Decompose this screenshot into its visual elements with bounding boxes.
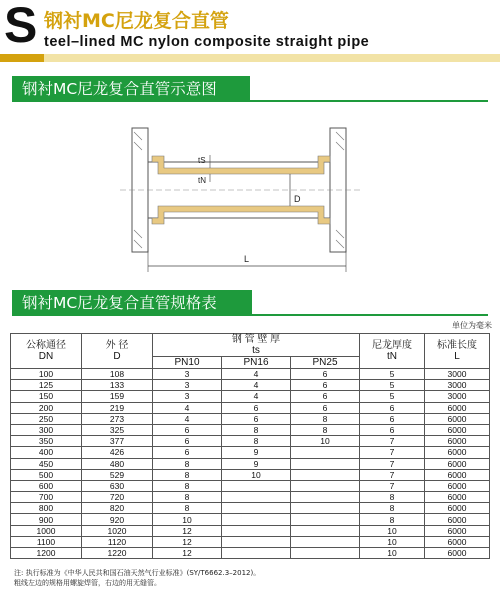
table-cell (222, 514, 291, 525)
table-cell: 8 (153, 503, 222, 514)
table-cell (291, 514, 360, 525)
table-cell: 1120 (82, 536, 153, 547)
table-cell: 6 (360, 402, 425, 413)
table-cell: 3000 (425, 380, 490, 391)
table-cell: 1220 (82, 548, 153, 559)
table-cell (222, 548, 291, 559)
table-cell: 6 (153, 436, 222, 447)
table-row (11, 391, 490, 402)
table-cell: 6000 (425, 458, 490, 469)
table-cell (291, 503, 360, 514)
unit-label: 单位为毫米 (452, 321, 492, 330)
table-cell: 12 (153, 525, 222, 536)
table-row (11, 469, 490, 480)
table-cell (291, 469, 360, 480)
table-cell: 4 (153, 413, 222, 424)
table-cell (291, 480, 360, 491)
table-cell (291, 525, 360, 536)
table-cell: 6 (153, 447, 222, 458)
table-cell: 8 (153, 469, 222, 480)
table-cell: 4 (222, 369, 291, 380)
table-cell: 150 (11, 391, 82, 402)
table-cell: 6000 (425, 402, 490, 413)
table-row (11, 503, 490, 514)
table-cell: 450 (11, 458, 82, 469)
table-cell: 10 (291, 436, 360, 447)
table-cell: 6 (360, 424, 425, 435)
table-cell: 6000 (425, 548, 490, 559)
table-cell: 3 (153, 369, 222, 380)
label-d: D (294, 194, 301, 204)
table-cell: 6000 (425, 469, 490, 480)
table-cell (291, 492, 360, 503)
table-cell: 700 (11, 492, 82, 503)
section-title-spec-table: 钢衬MC尼龙复合直管规格表 (12, 290, 252, 316)
table-cell: 5 (360, 380, 425, 391)
header-pn16: PN16 (222, 357, 291, 369)
table-cell: 6 (222, 402, 291, 413)
table-cell: 4 (222, 391, 291, 402)
table-cell: 8 (360, 503, 425, 514)
table-cell: 5 (360, 369, 425, 380)
table-cell: 6 (291, 380, 360, 391)
pipe-diagram (0, 110, 500, 290)
table-cell: 500 (11, 469, 82, 480)
table-cell: 8 (291, 413, 360, 424)
table-cell: 6000 (425, 447, 490, 458)
label-ts: tS (198, 156, 206, 165)
label-l: L (244, 254, 250, 264)
header-wall: 钢 管 壁 厚 ts (153, 334, 360, 357)
table-cell: 8 (153, 492, 222, 503)
table-row (11, 492, 490, 503)
table-cell (222, 503, 291, 514)
table-cell: 600 (11, 480, 82, 491)
table-cell: 8 (222, 424, 291, 435)
table-cell: 200 (11, 402, 82, 413)
table-cell: 6 (291, 369, 360, 380)
table-cell (222, 492, 291, 503)
header-pn10: PN10 (153, 357, 222, 369)
table-cell: 8 (153, 480, 222, 491)
table-cell: 9 (222, 458, 291, 469)
header-letter: S (4, 0, 38, 53)
table-row (11, 447, 490, 458)
table-row (11, 402, 490, 413)
header-length: 标准长度 L (425, 334, 490, 369)
spec-table (10, 333, 490, 559)
table-cell: 820 (82, 503, 153, 514)
section-divider (12, 314, 488, 316)
section-divider (12, 100, 488, 102)
table-cell: 100 (11, 369, 82, 380)
table-cell: 6000 (425, 536, 490, 547)
table-cell: 3000 (425, 391, 490, 402)
table-row (11, 424, 490, 435)
table-cell: 133 (82, 380, 153, 391)
table-cell: 630 (82, 480, 153, 491)
table-cell: 4 (153, 402, 222, 413)
table-cell: 6000 (425, 480, 490, 491)
table-cell: 6000 (425, 525, 490, 536)
table-cell: 1020 (82, 525, 153, 536)
table-cell: 6 (153, 424, 222, 435)
table-cell: 6000 (425, 413, 490, 424)
table-cell (291, 536, 360, 547)
table-cell (222, 536, 291, 547)
header-pn25: PN25 (291, 357, 360, 369)
table-cell: 4 (222, 380, 291, 391)
nylon-lining-bottom (152, 206, 330, 224)
table-cell: 8 (153, 458, 222, 469)
table-row (11, 536, 490, 547)
table-cell: 6 (291, 402, 360, 413)
table-cell: 8 (360, 514, 425, 525)
table-cell: 7 (360, 480, 425, 491)
table-cell: 10 (153, 514, 222, 525)
table-cell: 1000 (11, 525, 82, 536)
header-dn: 公称通径 DN (11, 334, 82, 369)
table-cell: 400 (11, 447, 82, 458)
table-row (11, 480, 490, 491)
table-cell: 6000 (425, 424, 490, 435)
table-row (11, 413, 490, 424)
table-cell: 159 (82, 391, 153, 402)
table-cell: 10 (360, 548, 425, 559)
page-title: 钢衬MC尼龙复合直管 (44, 10, 229, 32)
table-cell: 10 (360, 525, 425, 536)
table-row (11, 380, 490, 391)
table-cell: 219 (82, 402, 153, 413)
label-tn: tN (198, 176, 206, 185)
header-od: 外 径 D (82, 334, 153, 369)
table-row (11, 514, 490, 525)
table-row (11, 525, 490, 536)
table-cell: 325 (82, 424, 153, 435)
table-cell (291, 458, 360, 469)
table-cell: 6000 (425, 436, 490, 447)
table-row (11, 369, 490, 380)
table-cell: 480 (82, 458, 153, 469)
table-cell: 300 (11, 424, 82, 435)
table-cell: 7 (360, 469, 425, 480)
table-cell (291, 447, 360, 458)
header-tn: 尼龙厚度 tN (360, 334, 425, 369)
table-cell (222, 525, 291, 536)
table-cell: 12 (153, 536, 222, 547)
table-cell: 1100 (11, 536, 82, 547)
table-cell: 6000 (425, 503, 490, 514)
table-cell: 350 (11, 436, 82, 447)
table-cell: 377 (82, 436, 153, 447)
header-bar (0, 54, 500, 62)
page-subtitle: teel–lined MC nylon composite straight pipe (44, 34, 370, 50)
section-title-diagram: 钢衬MC尼龙复合直管示意图 (12, 76, 250, 102)
table-cell: 6 (360, 413, 425, 424)
table-cell: 5 (360, 391, 425, 402)
table-cell: 108 (82, 369, 153, 380)
table-cell: 6000 (425, 492, 490, 503)
table-cell: 10 (222, 469, 291, 480)
table-cell: 426 (82, 447, 153, 458)
table-cell: 10 (360, 536, 425, 547)
table-cell: 7 (360, 436, 425, 447)
table-cell: 7 (360, 447, 425, 458)
table-cell: 6000 (425, 514, 490, 525)
table-cell: 720 (82, 492, 153, 503)
table-cell: 8 (222, 436, 291, 447)
table-cell (291, 548, 360, 559)
table-cell: 6 (291, 391, 360, 402)
table-row (11, 458, 490, 469)
nylon-lining-top (152, 156, 330, 174)
table-cell: 8 (291, 424, 360, 435)
table-cell: 3 (153, 380, 222, 391)
table-row (11, 436, 490, 447)
table-cell: 6 (222, 413, 291, 424)
table-cell: 3 (153, 391, 222, 402)
table-cell: 125 (11, 380, 82, 391)
table-cell: 273 (82, 413, 153, 424)
table-cell: 9 (222, 447, 291, 458)
table-cell: 8 (360, 492, 425, 503)
table-cell: 3000 (425, 369, 490, 380)
table-cell: 1200 (11, 548, 82, 559)
table-cell: 529 (82, 469, 153, 480)
table-cell: 900 (11, 514, 82, 525)
table-row (11, 548, 490, 559)
table-cell: 920 (82, 514, 153, 525)
table-cell: 250 (11, 413, 82, 424)
table-cell: 7 (360, 458, 425, 469)
table-cell (222, 480, 291, 491)
table-cell: 12 (153, 548, 222, 559)
table-cell: 800 (11, 503, 82, 514)
table-note: 注: 执行标准为《中华人民共和国石油天然气行业标准》(SY/T6662.3–2012)。 粗线左边的规格用螺旋焊管，右边的用无缝管。 (14, 569, 261, 587)
